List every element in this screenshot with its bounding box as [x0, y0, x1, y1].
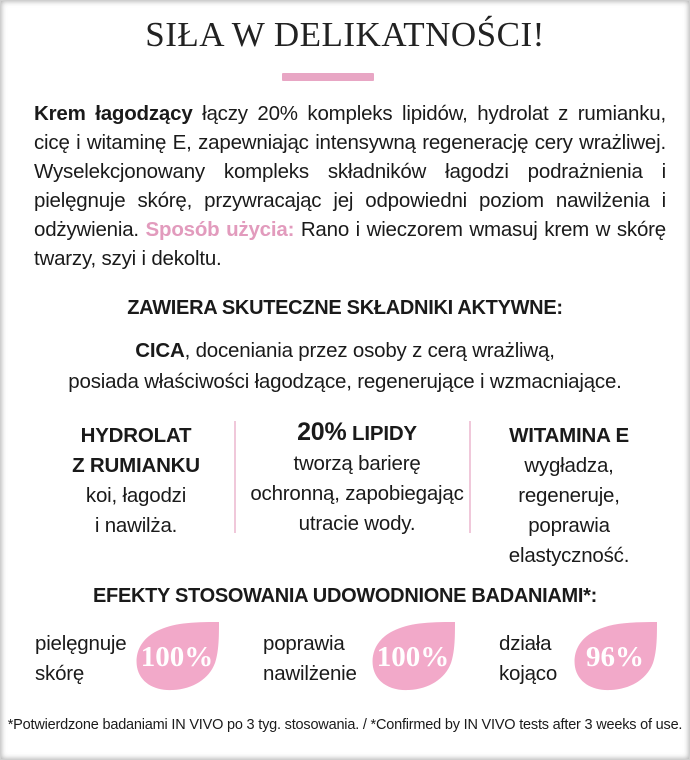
ingredient-desc: tworzą barierę: [293, 452, 421, 475]
effect-value: 100%: [376, 641, 450, 673]
cica-description: [1, 335, 689, 397]
ingredient-heading: Z RUMIANKU: [72, 454, 200, 477]
ingredient-desc: ochronną, zapobiegając: [250, 482, 464, 505]
lipids-label: LIPIDY: [346, 422, 417, 445]
ingredient-desc: wygładza,: [524, 454, 614, 477]
effect-label-line: skórę: [35, 662, 85, 685]
cica-line2: posiada właściwości łagodzące, regenerujące i wzmacniające.: [68, 370, 622, 393]
effect-label-line: nawilżenie: [263, 662, 357, 685]
ingredient-lipids: [247, 417, 467, 539]
effect-label-line: działa: [499, 632, 552, 655]
cica-name: CICA: [135, 339, 185, 362]
ingredient-heading: HYDROLAT: [80, 424, 192, 447]
ingredient-hydrolat: [51, 421, 221, 541]
usage-text: Rano i wieczorem wmasuj krem w skórę twarzy, szyi i dekoltu.: [34, 218, 666, 270]
ingredient-desc: elastyczność.: [508, 544, 630, 567]
effect-label-line: pielęgnuje: [35, 632, 127, 655]
column-divider: [234, 421, 236, 533]
effect-value: 100%: [140, 641, 214, 673]
ingredient-heading: [247, 417, 467, 449]
product-name: Krem łagodzący: [34, 102, 193, 125]
title-underline-bar: [282, 73, 374, 81]
ingredient-desc: koi, łagodzi: [85, 484, 187, 507]
ingredient-desc: regeneruje, poprawia: [518, 484, 620, 537]
column-divider: [469, 421, 471, 533]
effect-label: [35, 629, 126, 689]
cica-line1: , doceniania przez osoby z cerą wrażliwą,: [184, 339, 555, 362]
ingredient-desc: i nawilża.: [94, 514, 178, 537]
effect-label-line: kojąco: [499, 662, 558, 685]
active-ingredients-heading: ZAWIERA SKUTECZNE SKŁADNIKI AKTYWNE:: [127, 297, 563, 319]
usage-label: Sposób użycia:: [145, 218, 295, 241]
ingredient-vitamin-e: [479, 421, 659, 571]
effect-value: 96%: [586, 641, 644, 673]
product-description: łączy 20% kompleks lipidów, hydrolat z rumianku, cicę i witaminę E, zapewniając intensywną regenerację cery wrażliwej. Wyselekcjonowany kompleks składników łagodzi podrażnienia i pielęgnuje skórę, przywracając jej odpowiedni poziom nawilżenia i odżywienia.: [34, 102, 666, 241]
lipids-percent: 20%: [297, 418, 347, 446]
effects-heading: EFEKTY STOSOWANIA UDOWODNIONE BADANIAMI*:: [92, 585, 597, 607]
footnote: *Potwierdzone badaniami IN VIVO po 3 tyg. stosowania. / *Confirmed by IN VIVO tests after 3 weeks of use.: [7, 717, 683, 733]
effect-badge: [367, 619, 459, 693]
effect-badge: [131, 619, 223, 693]
effect-label: [499, 629, 557, 689]
effect-label: [263, 629, 357, 689]
ingredient-heading: WITAMINA E: [509, 424, 629, 447]
page-title: SIŁA W DELIKATNOŚCI!: [145, 15, 545, 54]
effect-badge: [569, 619, 661, 693]
effect-label-line: poprawia: [263, 632, 345, 655]
ingredient-desc: utracie wody.: [298, 512, 416, 535]
intro-paragraph: [34, 99, 666, 273]
